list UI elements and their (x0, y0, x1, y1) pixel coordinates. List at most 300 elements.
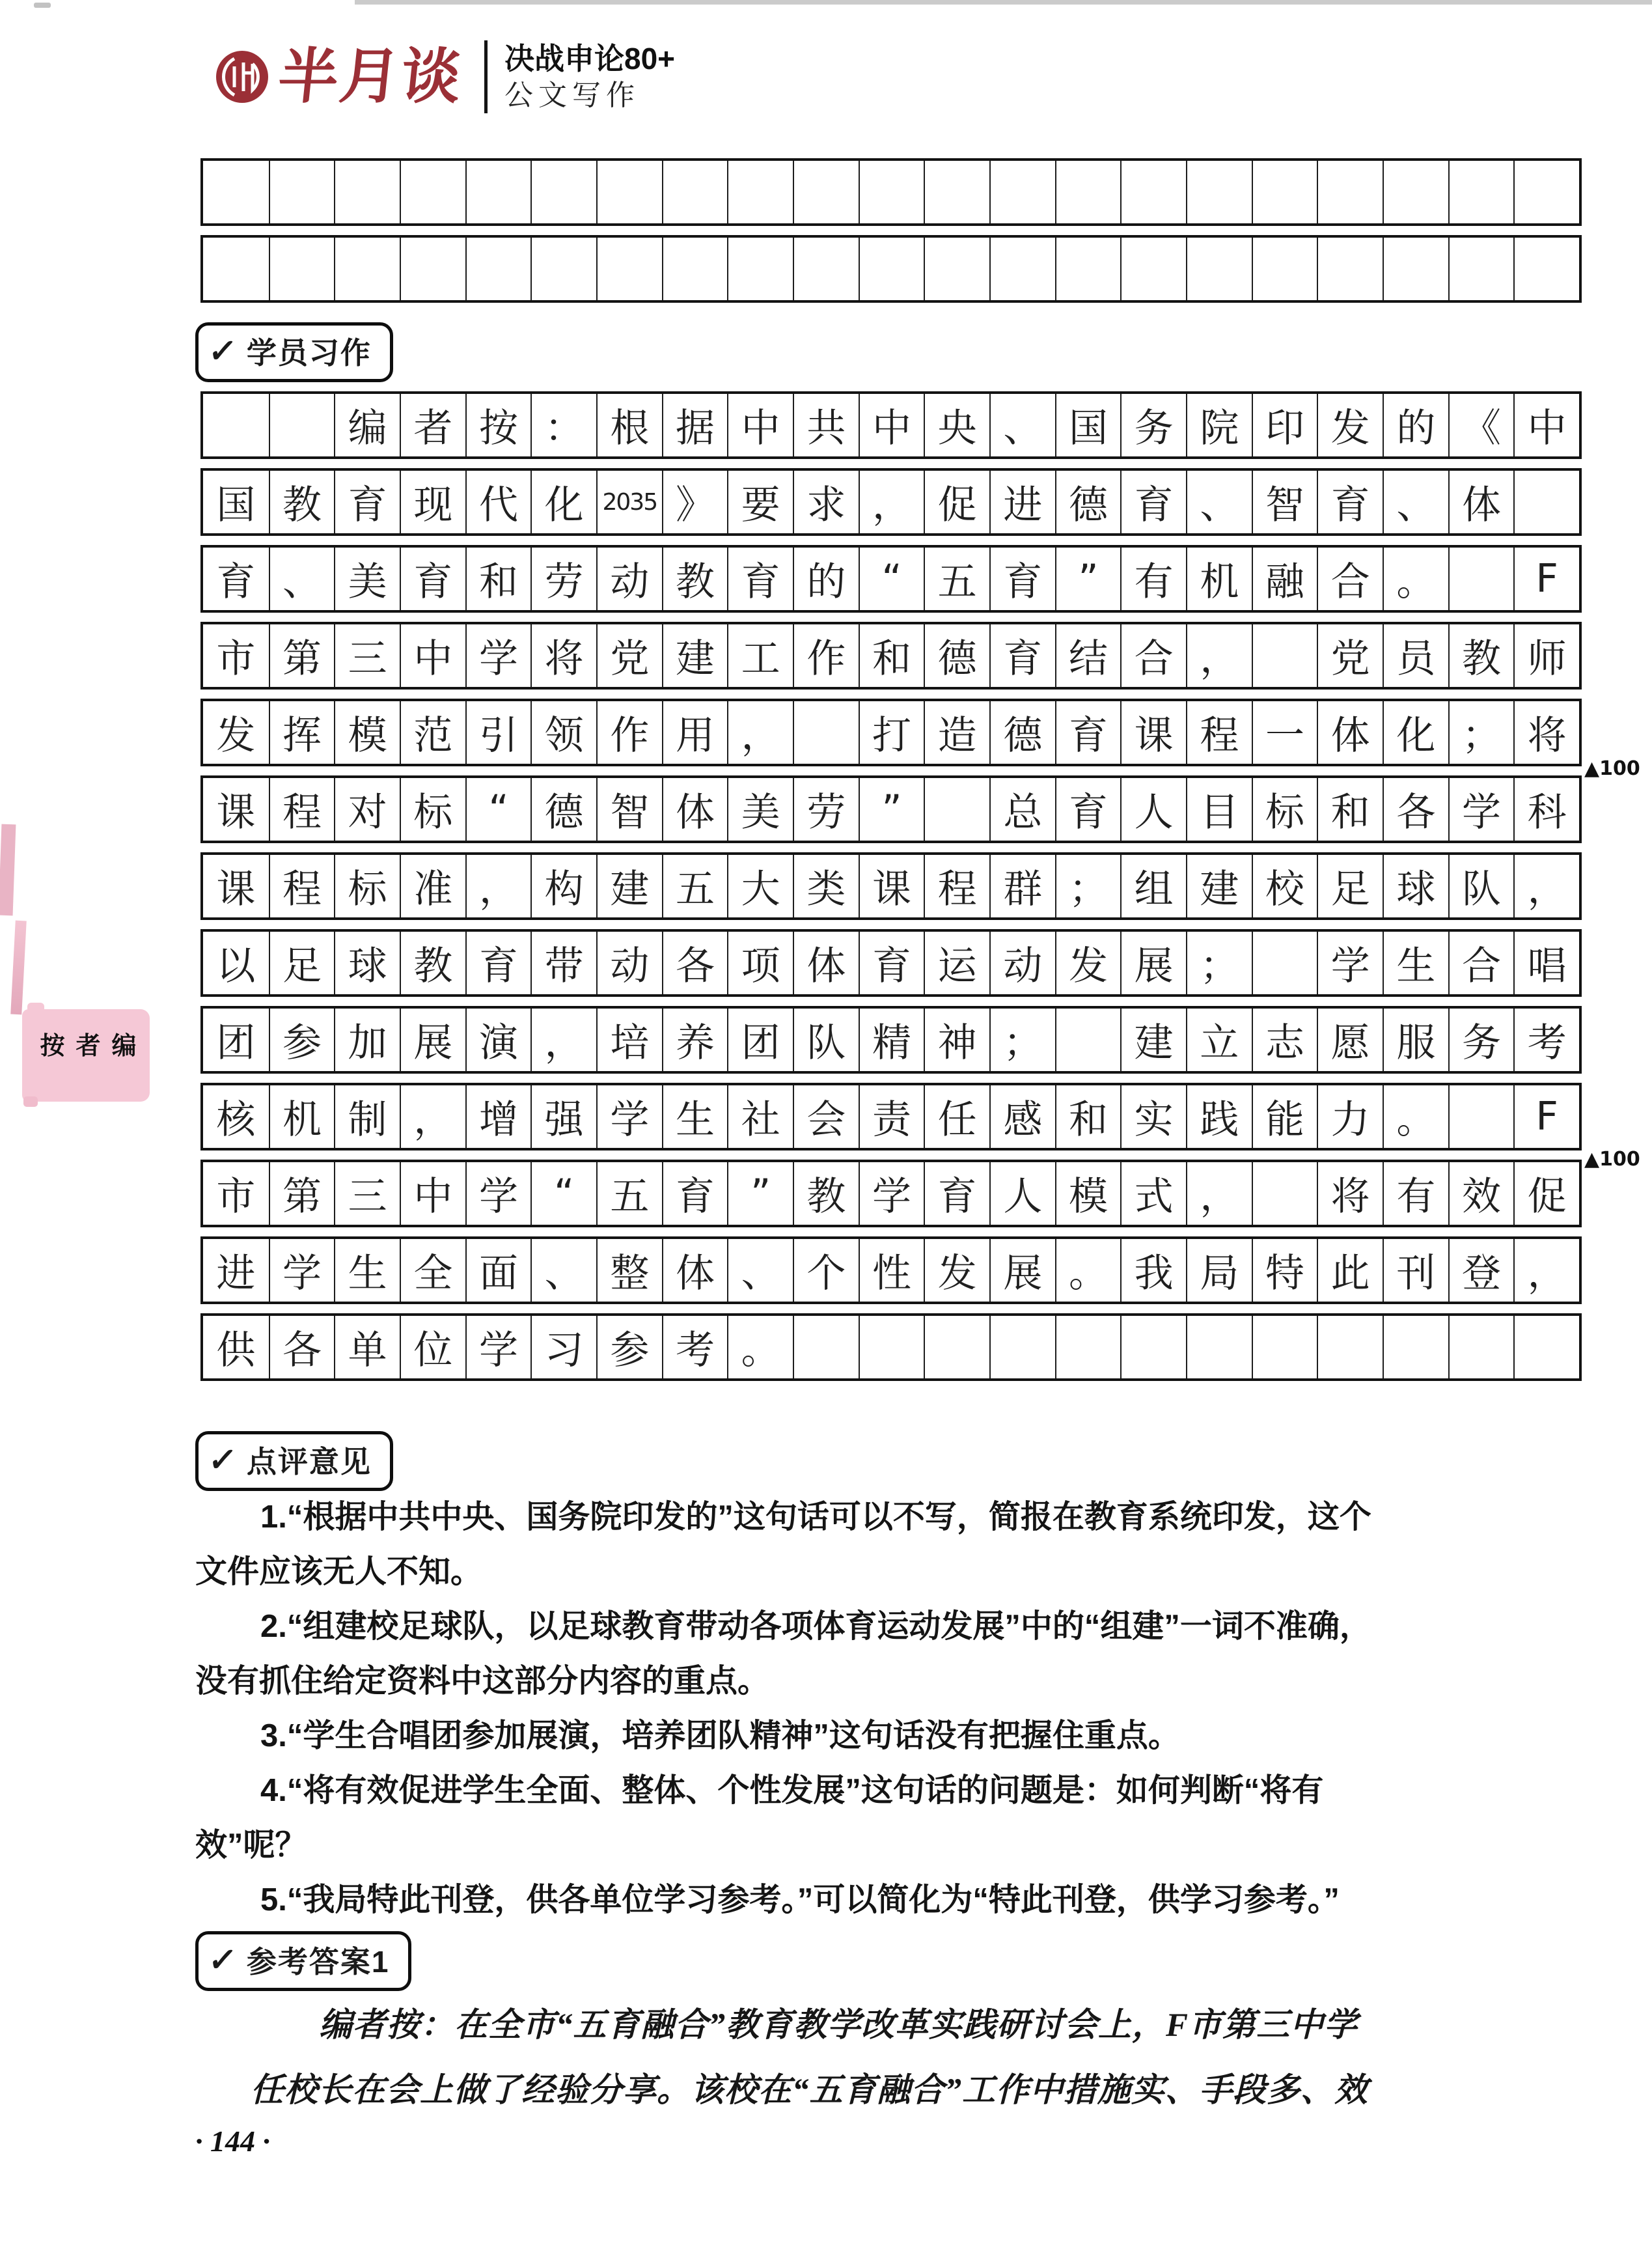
grid-cell: 效 (1448, 1162, 1514, 1225)
grid-cell: 球 (1383, 855, 1448, 917)
grid-cell: 合 (1317, 548, 1383, 610)
grid-cell: 养 (662, 1009, 728, 1071)
grid-cell: 的 (793, 548, 859, 610)
pink-edge-strip (0, 824, 16, 916)
grid-cell: 机 (1186, 548, 1252, 610)
grid-cell: 德 (989, 701, 1055, 764)
grid-cell: 、 (269, 548, 335, 610)
grid-row (200, 852, 1582, 920)
grid-cell (269, 161, 335, 223)
grid-cell: 教 (793, 1162, 859, 1225)
grid-cell: 求 (793, 471, 859, 533)
banyuetan-logo-icon (215, 49, 269, 104)
grid-cell (269, 394, 335, 456)
grid-cell: 总 (989, 778, 1055, 841)
grid-cell (859, 161, 924, 223)
grid-cell: 精 (859, 1009, 924, 1071)
comment-line: 1.“根据中共中央、国务院印发的”这句话可以不写，简报在教育系统印发，这个 (260, 1499, 1371, 1535)
grid-cell: ” (859, 778, 924, 841)
grid-cell (203, 394, 269, 456)
grid-cell: 学 (269, 1239, 335, 1302)
grid-cell: ； (989, 1009, 1055, 1071)
grid-cell (793, 701, 859, 764)
grid-cell: 育 (400, 548, 465, 610)
grid-cell: 动 (596, 932, 662, 994)
grid-cell (203, 161, 269, 223)
grid-cell: 《 (1448, 394, 1514, 456)
grid-cell (793, 1316, 859, 1378)
grid-cell: 校 (1252, 855, 1317, 917)
grid-cell: 足 (1317, 855, 1383, 917)
grid-cell: 标 (334, 855, 400, 917)
grid-cell: 、 (530, 1239, 596, 1302)
grid-cell: 学 (1448, 778, 1514, 841)
grid-cell: 加 (334, 1009, 400, 1071)
grid-cell: 劳 (793, 778, 859, 841)
grid-cell: 人 (1120, 778, 1186, 841)
grid-cell: 建 (596, 855, 662, 917)
grid-cell: 程 (269, 778, 335, 841)
grid-cell (1448, 161, 1514, 223)
grid-cell (1252, 1316, 1317, 1378)
grid-cell (269, 238, 335, 300)
grid-cell (400, 161, 465, 223)
side-tab-label: 编者按 (36, 1032, 135, 1065)
grid-cell: 演 (465, 1009, 531, 1071)
grid-cell: 育 (989, 624, 1055, 687)
grid-cell: 工 (727, 624, 793, 687)
grid-cell: 学 (859, 1162, 924, 1225)
grid-cell: 五 (662, 855, 728, 917)
grid-cell (1186, 161, 1252, 223)
grid-cell (1055, 1009, 1121, 1071)
grid-row (200, 929, 1582, 997)
grid-cell: ， (727, 701, 793, 764)
grid-cell: 教 (662, 548, 728, 610)
grid-cell: 印 (1252, 394, 1317, 456)
grid-cell: 范 (400, 701, 465, 764)
grid-cell: 展 (989, 1239, 1055, 1302)
grid-cell: 。 (1383, 1085, 1448, 1148)
grid-cell: 培 (596, 1009, 662, 1071)
grid-cell: 任 (924, 1085, 989, 1148)
section-label-text: 参考答案1 (246, 1945, 390, 1979)
grid-cell: 智 (596, 778, 662, 841)
grid-cell: 建 (1186, 855, 1252, 917)
grid-cell: 市 (216, 1174, 256, 1220)
grid-cell: 进 (216, 1251, 256, 1296)
grid-cell: 德 (530, 778, 596, 841)
grid-cell (859, 1316, 924, 1378)
char-count-marker-100: ▲100 (1584, 757, 1640, 780)
grid-row (200, 468, 1582, 536)
grid-cell: 力 (1317, 1085, 1383, 1148)
grid-cell: 各 (269, 1316, 335, 1378)
grid-cell: 融 (1252, 548, 1317, 610)
grid-row (200, 545, 1582, 613)
grid-cell: 整 (596, 1239, 662, 1302)
grid-cell: 合 (1120, 624, 1186, 687)
grid-cell: 课 (1120, 701, 1186, 764)
manuscript-grid (200, 391, 1640, 1381)
grid-cell: 课 (859, 855, 924, 917)
grid-row (200, 391, 1582, 459)
grid-cell (924, 778, 989, 841)
grid-cell: 化 (530, 471, 596, 533)
grid-cell: 育 (216, 559, 256, 605)
grid-cell (465, 161, 531, 223)
grid-cell: 大 (727, 855, 793, 917)
check-icon: ✓ (206, 1942, 239, 1978)
grid-cell: 按 (465, 394, 531, 456)
grid-cell: 育 (727, 548, 793, 610)
grid-cell: 育 (662, 1162, 728, 1225)
grid-cell (1513, 471, 1579, 533)
grid-cell: 共 (793, 394, 859, 456)
grid-cell: 式 (1120, 1162, 1186, 1225)
grid-cell: 美 (334, 548, 400, 610)
section-label-answer (195, 1931, 411, 1991)
grid-cell: 学 (1317, 932, 1383, 994)
comment-line: 效”呢？ (195, 1828, 307, 1863)
grid-cell: 生 (1383, 932, 1448, 994)
grid-row (200, 775, 1582, 843)
grid-cell: 务 (1448, 1009, 1514, 1071)
scan-artifact-dot (34, 3, 51, 8)
section-label-student-work (195, 322, 393, 382)
grid-cell: 课 (216, 867, 256, 912)
grid-cell: 中 (400, 624, 465, 687)
grid-cell: 生 (662, 1085, 728, 1148)
grid-cell: 三 (334, 1162, 400, 1225)
grid-cell: 会 (793, 1085, 859, 1148)
grid-cell (989, 1316, 1055, 1378)
grid-cell: 和 (465, 548, 531, 610)
grid-cell: 学 (465, 1316, 531, 1378)
grid-cell (1055, 161, 1121, 223)
scan-artifact-streak (355, 0, 1652, 5)
grid-cell: 三 (334, 624, 400, 687)
grid-row (200, 699, 1582, 766)
grid-cell: ， (1513, 1239, 1579, 1302)
grid-cell: 队 (793, 1009, 859, 1071)
grid-cell: 登 (1448, 1239, 1514, 1302)
grid-cell: 育 (989, 548, 1055, 610)
grid-cell: 2035 (596, 471, 662, 533)
grid-cell (1448, 1085, 1514, 1148)
grid-cell: 将 (1317, 1162, 1383, 1225)
comment-line: 4.“将有效促进学生全面、整体、个性发展”这句话的问题是：如何判断“将有 (260, 1773, 1324, 1808)
grid-cell: 个 (793, 1239, 859, 1302)
grid-cell: 将 (530, 624, 596, 687)
grid-cell: 师 (1513, 624, 1579, 687)
grid-cell: 立 (1186, 1009, 1252, 1071)
grid-cell: 育 (1055, 778, 1121, 841)
grid-cell: 育 (924, 1162, 989, 1225)
grid-cell: 央 (924, 394, 989, 456)
grid-cell: 者 (400, 394, 465, 456)
grid-cell: 模 (1055, 1162, 1121, 1225)
grid-cell: 德 (924, 624, 989, 687)
grid-cell: 带 (530, 932, 596, 994)
grid-cell: 体 (793, 932, 859, 994)
grid-cell: 打 (859, 701, 924, 764)
top-empty-grid (200, 158, 1582, 303)
grid-cell (1120, 238, 1186, 300)
grid-cell: 代 (465, 471, 531, 533)
comment-line: 2.“组建校足球队，以足球教育带动各项体育运动发展”中的“组建”一词不准确， (260, 1609, 1371, 1644)
grid-cell: 务 (1120, 394, 1186, 456)
grid-cell: 学 (465, 1162, 531, 1225)
grid-cell: 机 (269, 1085, 335, 1148)
grid-cell: 教 (1448, 624, 1514, 687)
grid-cell: 动 (989, 932, 1055, 994)
brand-name: 半月谈 (275, 44, 466, 110)
check-icon: ✓ (206, 333, 239, 369)
grid-cell: 参 (269, 1009, 335, 1071)
grid-cell (859, 238, 924, 300)
grid-cell: 课 (216, 790, 256, 835)
grid-cell: 中 (727, 394, 793, 456)
grid-row (200, 1160, 1582, 1227)
comments-body (195, 1490, 1591, 1927)
grid-cell (1317, 161, 1383, 223)
grid-cell: 标 (1252, 778, 1317, 841)
grid-cell (1055, 238, 1121, 300)
check-icon: ✓ (206, 1442, 239, 1478)
grid-cell: 性 (859, 1239, 924, 1302)
grid-cell (1448, 548, 1514, 610)
grid-cell: 的 (1383, 394, 1448, 456)
grid-cell: 育 (334, 471, 400, 533)
grid-cell (989, 238, 1055, 300)
grid-cell (1513, 238, 1579, 300)
grid-cell (1448, 238, 1514, 300)
grid-cell: ， (400, 1085, 465, 1148)
grid-cell: 教 (269, 471, 335, 533)
comment-line: 5.“我局特此刊登，供各单位学习参考。”可以简化为“特此刊登，供学习参考。” (260, 1882, 1340, 1917)
grid-cell: 将 (1513, 701, 1579, 764)
grid-cell: 展 (400, 1009, 465, 1071)
series-title: 决战申论80+ (504, 41, 676, 76)
section-label-text: 学员习作 (246, 336, 372, 370)
grid-cell: “ (859, 548, 924, 610)
side-tab-nub (23, 1096, 38, 1107)
grid-cell: 模 (334, 701, 400, 764)
grid-cell: 一 (1252, 701, 1317, 764)
grid-cell: 作 (596, 701, 662, 764)
grid-cell: 建 (662, 624, 728, 687)
side-tab-nub (27, 1003, 44, 1014)
grid-cell: 以 (216, 943, 256, 989)
grid-row (200, 1006, 1582, 1074)
grid-cell: 位 (400, 1316, 465, 1378)
grid-cell: 考 (662, 1316, 728, 1378)
grid-cell: 中 (1513, 394, 1579, 456)
grid-cell: 球 (334, 932, 400, 994)
grid-cell: 育 (1120, 471, 1186, 533)
grid-cell: 供 (216, 1328, 256, 1373)
grid-cell: 学 (465, 624, 531, 687)
grid-cell: 合 (1448, 932, 1514, 994)
grid-cell: 中 (400, 1162, 465, 1225)
grid-cell: 结 (1055, 624, 1121, 687)
grid-cell: 各 (662, 932, 728, 994)
grid-cell: 项 (727, 932, 793, 994)
grid-cell: 发 (1317, 394, 1383, 456)
grid-cell: 刊 (1383, 1239, 1448, 1302)
grid-cell (596, 161, 662, 223)
grid-cell: F (1513, 548, 1579, 610)
grid-cell: 标 (400, 778, 465, 841)
grid-cell (1120, 1316, 1186, 1378)
grid-cell: 有 (1120, 548, 1186, 610)
grid-cell: 服 (1383, 1009, 1448, 1071)
grid-cell (1383, 161, 1448, 223)
grid-cell: 面 (465, 1239, 531, 1302)
grid-cell: 体 (662, 1239, 728, 1302)
grid-cell: 有 (1383, 1162, 1448, 1225)
grid-cell (1252, 238, 1317, 300)
grid-cell: 建 (1120, 1009, 1186, 1071)
grid-cell: 参 (596, 1316, 662, 1378)
grid-cell: 生 (334, 1239, 400, 1302)
grid-cell: 。 (1383, 548, 1448, 610)
grid-cell (924, 238, 989, 300)
grid-row (200, 1083, 1582, 1150)
grid-cell: F (1513, 1085, 1579, 1148)
grid-cell: 、 (727, 1239, 793, 1302)
grid-cell (1186, 238, 1252, 300)
grid-cell: 志 (1252, 1009, 1317, 1071)
grid-cell (530, 161, 596, 223)
grid-cell: 程 (1186, 701, 1252, 764)
grid-cell: 国 (1055, 394, 1121, 456)
grid-cell: 员 (1383, 624, 1448, 687)
grid-cell (203, 238, 269, 300)
grid-cell: 化 (1383, 701, 1448, 764)
grid-cell: ， (859, 471, 924, 533)
grid-cell: 德 (1055, 471, 1121, 533)
grid-cell: 群 (989, 855, 1055, 917)
grid-cell (1252, 624, 1317, 687)
grid-cell: 习 (530, 1316, 596, 1378)
grid-row (200, 622, 1582, 690)
grid-cell: ， (530, 1009, 596, 1071)
grid-cell (662, 161, 728, 223)
grid-cell (530, 238, 596, 300)
grid-cell: 市 (216, 636, 256, 682)
section-label-text: 点评意见 (246, 1445, 372, 1479)
grid-cell: ， (1186, 1162, 1252, 1225)
grid-cell: 发 (1055, 932, 1121, 994)
grid-cell: 准 (400, 855, 465, 917)
grid-row (200, 1313, 1582, 1381)
grid-cell: 组 (1120, 855, 1186, 917)
grid-cell: 要 (727, 471, 793, 533)
grid-cell: 神 (924, 1009, 989, 1071)
grid-row (200, 235, 1582, 303)
grid-cell (727, 238, 793, 300)
grid-cell: ： (530, 394, 596, 456)
grid-cell: 发 (216, 713, 256, 759)
grid-cell: 增 (465, 1085, 531, 1148)
grid-cell: 国 (216, 482, 256, 528)
grid-cell: 动 (596, 548, 662, 610)
grid-cell: 感 (989, 1085, 1055, 1148)
grid-cell: 我 (1120, 1239, 1186, 1302)
grid-cell: 核 (216, 1097, 256, 1143)
side-tab-bianzhean (22, 1009, 150, 1102)
grid-cell (400, 238, 465, 300)
grid-cell (1383, 238, 1448, 300)
grid-cell: 作 (793, 624, 859, 687)
grid-cell (334, 161, 400, 223)
grid-cell (1120, 161, 1186, 223)
grid-cell: 体 (1317, 701, 1383, 764)
grid-cell: 责 (859, 1085, 924, 1148)
grid-cell: 据 (662, 394, 728, 456)
grid-cell: 构 (530, 855, 596, 917)
grid-cell: 领 (530, 701, 596, 764)
comment-line: 没有抓住给定资料中这部分内容的重点。 (195, 1664, 770, 1699)
grid-cell: 用 (662, 701, 728, 764)
grid-cell: 育 (1055, 701, 1121, 764)
grid-cell: 进 (989, 471, 1055, 533)
grid-cell: 美 (727, 778, 793, 841)
grid-cell: 现 (400, 471, 465, 533)
grid-cell: 、 (989, 394, 1055, 456)
grid-cell: 促 (924, 471, 989, 533)
grid-cell: “ (530, 1162, 596, 1225)
grid-cell: 制 (334, 1085, 400, 1148)
grid-cell: 党 (1317, 624, 1383, 687)
grid-cell (1513, 1316, 1579, 1378)
grid-cell: 五 (596, 1162, 662, 1225)
grid-cell: 、 (1383, 471, 1448, 533)
grid-cell: 此 (1317, 1239, 1383, 1302)
grid-cell: 特 (1252, 1239, 1317, 1302)
grid-cell (793, 161, 859, 223)
grid-cell: 挥 (269, 701, 335, 764)
grid-cell: 、 (1186, 471, 1252, 533)
grid-cell: 中 (859, 394, 924, 456)
grid-cell: 育 (1317, 471, 1383, 533)
grid-cell (727, 161, 793, 223)
grid-cell: 能 (1252, 1085, 1317, 1148)
grid-cell: 各 (1383, 778, 1448, 841)
grid-cell (465, 238, 531, 300)
grid-cell: ， (465, 855, 531, 917)
grid-cell: 程 (924, 855, 989, 917)
grid-cell: 引 (465, 701, 531, 764)
grid-cell (989, 161, 1055, 223)
grid-cell (1513, 161, 1579, 223)
grid-cell: 根 (596, 394, 662, 456)
grid-cell: 学 (596, 1085, 662, 1148)
grid-cell (334, 238, 400, 300)
grid-row (200, 158, 1582, 226)
grid-cell: 实 (1120, 1085, 1186, 1148)
grid-cell: 教 (400, 932, 465, 994)
grid-cell: 促 (1513, 1162, 1579, 1225)
grid-cell: 强 (530, 1085, 596, 1148)
grid-cell: ； (1448, 701, 1514, 764)
grid-cell (1448, 1316, 1514, 1378)
grid-cell: 践 (1186, 1085, 1252, 1148)
answer-line: 任校长在会上做了经验分享。该校在“五育融合”工作中措施实、手段多、效 (251, 2072, 1369, 2109)
grid-cell (1317, 1316, 1383, 1378)
